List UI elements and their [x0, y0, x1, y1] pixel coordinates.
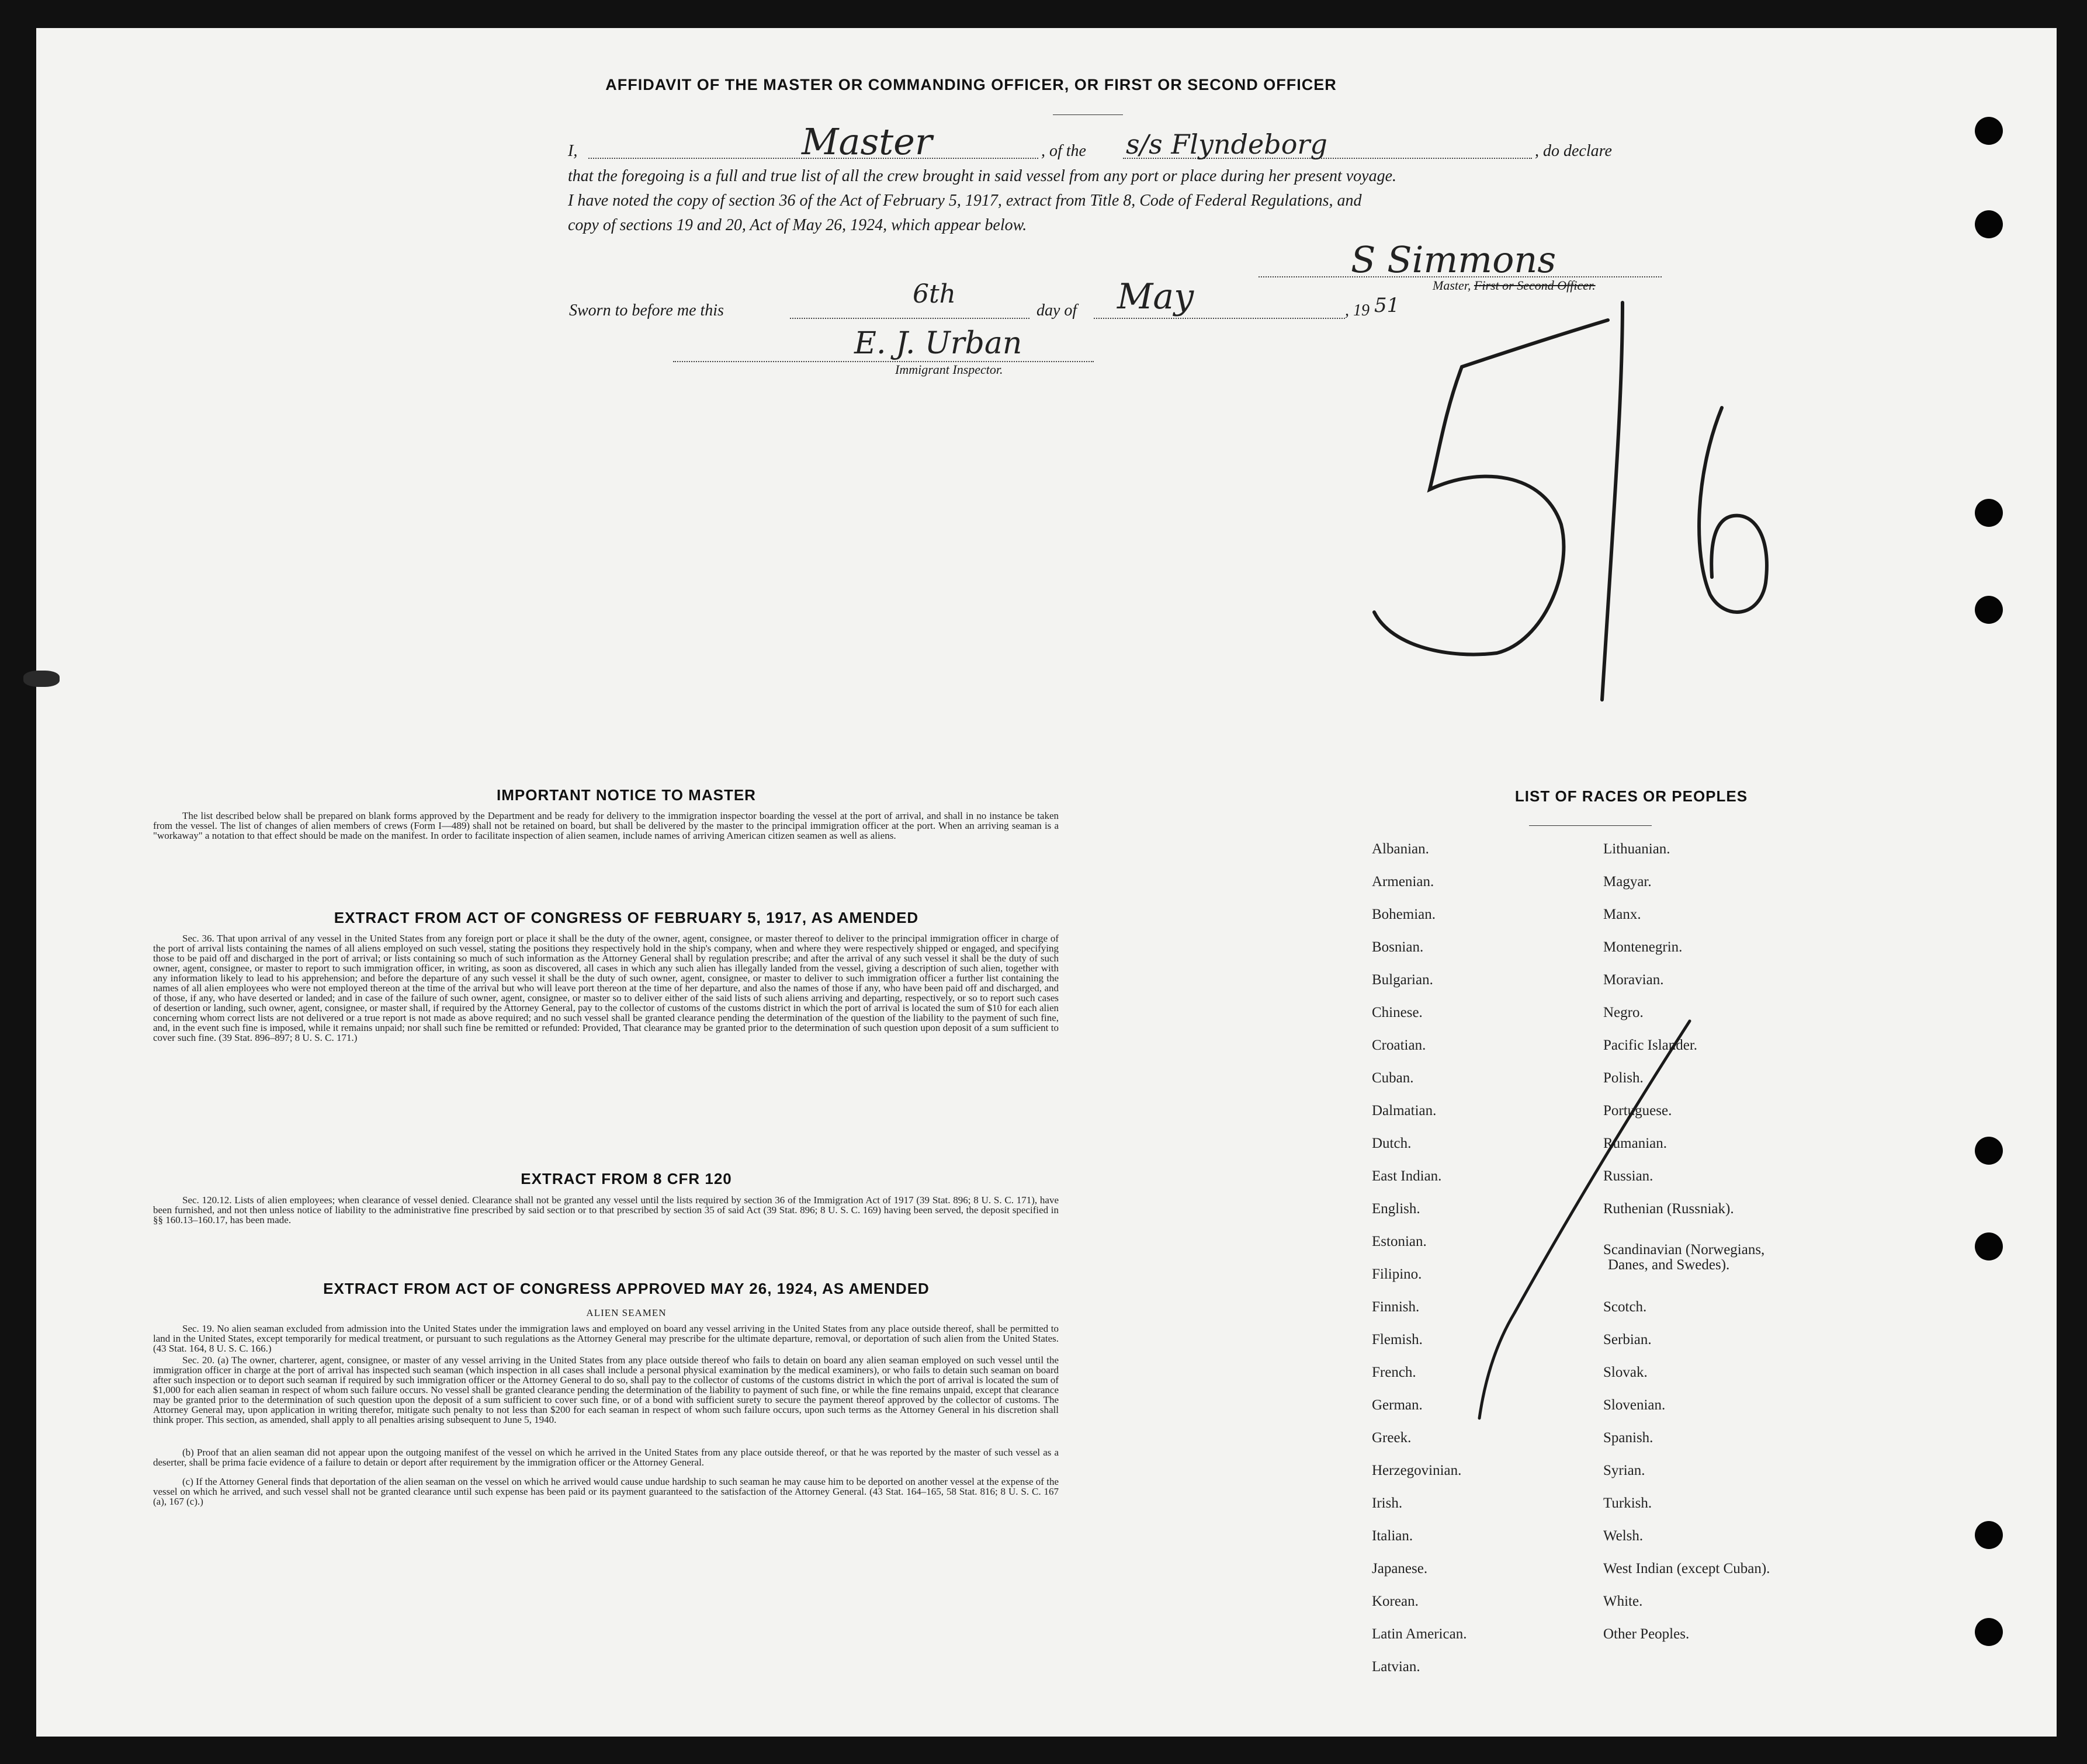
race-left-8: Dalmatian.	[1372, 1103, 1437, 1119]
affidavit-title: AFFIDAVIT OF THE MASTER OR COMMANDING OFFICER, OR FIRST OR SECOND OFFICER	[605, 76, 1337, 93]
notice-body: The list described below shall be prepared on blank forms approved by the Department and be ready for delivery to the immigration inspector boarding the vessel at the port of arrival, and shall in no instance be taken from the vessel. The list of changes of alien members of crews (Form I—489) shall not be retained on board, but shall be delivered by the master to the principal immigration officer at the port. When an arriving seaman is a "workaway" a notation to that effect should be made on the manifest. In order to facilitate inspection of alien seamen, include names of arriving American citizen seamen as well as aliens.	[153, 810, 1059, 841]
title-rule	[1053, 114, 1123, 115]
notice-title: IMPORTANT NOTICE TO MASTER	[497, 786, 756, 804]
race-right-17: Slovenian.	[1603, 1397, 1666, 1413]
race-left-7: Cuban.	[1372, 1070, 1414, 1086]
punch-hole	[1975, 210, 2003, 238]
race-right-19: Syrian.	[1603, 1463, 1645, 1478]
race-left-1: Armenian.	[1372, 874, 1434, 890]
race-left-3: Bosnian.	[1372, 939, 1424, 955]
race-left-19: Herzegovinian.	[1372, 1463, 1462, 1478]
race-left-18: Greek.	[1372, 1430, 1412, 1446]
race-right-4: Moravian.	[1603, 972, 1664, 988]
signature-line	[1259, 276, 1662, 277]
extract1-body: Sec. 36. That upon arrival of any vessel in the United States from any foreign port or place it shall be the duty of the owner, agent, consignee, or master thereof to deliver to the principal immigration officer in charge of the port of arrival lists containing the names of all aliens employed on such vessel, stating the positions they respectively hold in the ship's company, when and where they were respectively shipped or engaged, and specifying those to be paid off and discharged in the port of arrival; or lists containing so much of such information as the Attorney General shall by regulation prescribe; and after the arrival of any such vessel it shall be the duty of such owner, agent, consignee, or master to report to such immigration officer, in writing, as soon as discovered, all cases in which any such alien has illegally landed from the vessel, giving a description of such alien, together with any information likely to lead to his apprehension; and before the departure of any such vessel it shall be the duty of such owner, agent, consignee, or master to deliver to such immigration officer a further list containing the names of all alien employees who were not employed thereon at the time of the arrival but who will leave port thereon at the time of her departure, and also the names of those if any, who have been paid off and discharged, and of those, if any, who have deserted or landed; and in case of the failure of such owner, agent, consignee, or master so to deliver either of the said lists of such aliens arriving and departing, respectively, or so to report such cases of desertion or landing, such owner, agent, consignee, or master shall, if required by the Attorney General, pay to the collector of customs of the customs district in which the port of arrival is located the sum of $10 for each alien concerning whom correct lists are not delivered or a true report is not made as above required; and no such vessel shall be granted clearance pending the determination of the question of the liability to the payment of such fine, and, in the event such fine is imposed, while it remains unpaid; nor shall such fine be remitted or refunded: Provided, That clearance may be granted prior to the determination of such question upon deposit of a sum sufficient to cover such fine. (39 Stat. 896–897; 8 U. S. C. 171.)	[153, 933, 1059, 1043]
affidavit-line-4: copy of sections 19 and 20, Act of May 26, 1924, which appear below.	[568, 216, 1027, 234]
race-right-2: Manx.	[1603, 907, 1641, 922]
race-left-17: German.	[1372, 1397, 1423, 1413]
punch-hole	[1975, 1521, 2003, 1549]
punch-hole	[1975, 1618, 2003, 1646]
race-right-16: Slovak.	[1603, 1364, 1648, 1380]
race-left-10: East Indian.	[1372, 1168, 1442, 1184]
race-right-0: Lithuanian.	[1603, 841, 1670, 857]
sworn-label: Sworn to before me this	[569, 301, 724, 320]
punch-hole	[1975, 596, 2003, 624]
race-left-13: Filipino.	[1372, 1266, 1422, 1282]
handwritten-rank: Master	[802, 120, 932, 163]
handwritten-vessel: s/s Flyndeborg	[1126, 129, 1327, 160]
extract3-subtitle: ALIEN SEAMEN	[586, 1307, 667, 1318]
race-right-7: Polish.	[1603, 1070, 1644, 1086]
race-right-11: Ruthenian (Russniak).	[1603, 1201, 1734, 1217]
race-left-14: Finnish.	[1372, 1299, 1420, 1315]
document-sheet	[36, 28, 2057, 1737]
race-left-16: French.	[1372, 1364, 1416, 1380]
margin-number-strokes	[1322, 279, 1789, 746]
edge-smudge	[23, 671, 60, 687]
race-left-5: Chinese.	[1372, 1005, 1423, 1020]
inspector-signature: E. J. Urban	[854, 326, 1022, 361]
affidavit-line-2: that the foregoing is a full and true list of all the crew brought in said vessel from any port or place during her present voyage.	[568, 167, 1397, 185]
race-right-15: Serbian.	[1603, 1332, 1652, 1348]
month-line	[1094, 318, 1345, 319]
extract3-sec20c: (c) If the Attorney General finds that deportation of the alien seaman on the vessel on which he arrived would cause undue hardship to such seaman he may cause him to be deported on another vessel at the expense of the vessel on which he arrived, and such vessel shall not be granted clearance until such expense has been paid or its payment guaranteed to the satisfaction of the Attorney General. (43 Stat. 164–165, 58 Stat. 816; 8 U. S. C. 167 (a), 167 (c).)	[153, 1476, 1059, 1507]
race-left-22: Japanese.	[1372, 1561, 1428, 1577]
race-left-9: Dutch.	[1372, 1136, 1412, 1151]
handwritten-month: May	[1117, 276, 1194, 317]
extract2-body: Sec. 120.12. Lists of alien employees; when clearance of vessel denied. Clearance shall not be granted any vessel until the lists required by section 36 of the Immigration Act of 1917 (39 Stat. 896; 8 U. S. C. 171), have been furnished, and not then unless notice of liability to the administrative fine prescribed by said section or to that prescribed by section 35 of said Act (39 Stat. 896; 8 U. S. C. 169) having been served, the deposit specified in §§ 160.13–160.17, has been made.	[153, 1194, 1059, 1225]
race-left-12: Estonian.	[1372, 1234, 1427, 1249]
race-right-20: Turkish.	[1603, 1495, 1652, 1511]
affidavit-i: I,	[568, 142, 578, 160]
race-left-6: Croatian.	[1372, 1037, 1426, 1053]
officer-caption-struck: First or Second Officer.	[1474, 278, 1596, 293]
affidavit-do-declare: , do declare	[1535, 142, 1612, 160]
race-right-18: Spanish.	[1603, 1430, 1653, 1446]
diagonal-pen-stroke	[1444, 986, 1736, 1453]
extract2-title: EXTRACT FROM 8 CFR 120	[521, 1170, 732, 1187]
extract3-title: EXTRACT FROM ACT OF CONGRESS APPROVED MAY 26, 1924, AS AMENDED	[323, 1280, 930, 1297]
race-right-23: White.	[1603, 1593, 1643, 1609]
race-left-23: Korean.	[1372, 1593, 1419, 1609]
race-right-13: Danes, and Swedes).	[1608, 1257, 1730, 1273]
extract3-sec20a: Sec. 20. (a) The owner, charterer, agent, consignee, or master of any vessel arriving in the United States from any place outside thereof who fails to detain on board any alien seaman employed on such vessel until the immigration officer in charge at the port of arrival has inspected such seaman (which inspection in all cases shall include a personal physical examination by the medical examiners), or who fails to detain such seaman on board after such inspection or to deport such seaman if required by such immigration officer or the Attorney General to do so, shall pay to the collector of customs of the customs district in which the port of arrival is located the sum of $1,000 for each alien seaman in respect of whom such failure occurs. No vessel shall be granted clearance pending the determination of the liability to payment of such fine, or while the fine remains unpaid, except that clearance may be granted prior to the determination of such question upon the deposit of a sum sufficient to cover such fine, or of a bond with sufficient surety to secure the payment thereof approved by the collector of customs. The Attorney General may, upon application in writing therefor, mitigate such penalty to not less than $200 for each seaman in respect of whom such failure occurs, upon such terms as the Attorney General in his discretion shall think proper. This section, as amended, shall apply to all penalties arising subsequent to June 5, 1940.	[153, 1355, 1059, 1425]
race-left-15: Flemish.	[1372, 1332, 1423, 1348]
race-right-24: Other Peoples.	[1603, 1626, 1690, 1642]
race-left-11: English.	[1372, 1201, 1420, 1217]
race-right-8: Portuguese.	[1603, 1103, 1672, 1119]
races-rule	[1529, 825, 1652, 826]
year-prefix: , 19	[1345, 301, 1370, 320]
race-left-2: Bohemian.	[1372, 907, 1436, 922]
affidavit-line-3: I have noted the copy of section 36 of the Act of February 5, 1917, extract from Title 8, Code of Federal Regulations, and	[568, 192, 1362, 210]
day-line	[790, 318, 1029, 319]
day-of-label: day of	[1036, 301, 1077, 320]
race-left-25: Latvian.	[1372, 1659, 1420, 1675]
inspector-line	[673, 361, 1094, 362]
master-caption-label: Master,	[1433, 278, 1471, 293]
race-right-6: Pacific Islander.	[1603, 1037, 1698, 1053]
race-right-9: Rumanian.	[1603, 1136, 1667, 1151]
extract3-sec20b: (b) Proof that an alien seaman did not appear upon the outgoing manifest of the vessel on which he arrived in the United States from any place outside thereof, or that he was reported by the master of such vessel as a deserter, shall be prima facie evidence of a failure to detain or deport after requirement by the immigration officer or the Attorney General.	[153, 1447, 1059, 1468]
handwritten-day: 6th	[913, 279, 956, 309]
race-left-20: Irish.	[1372, 1495, 1403, 1511]
affidavit-of-the: , of the	[1041, 142, 1086, 160]
extract1-title: EXTRACT FROM ACT OF CONGRESS OF FEBRUARY 5, 1917, AS AMENDED	[334, 909, 919, 926]
race-right-12: Scandinavian (Norwegians,	[1603, 1242, 1765, 1258]
race-right-22: West Indian (except Cuban).	[1603, 1561, 1770, 1577]
race-right-3: Montenegrin.	[1603, 939, 1683, 955]
race-left-24: Latin American.	[1372, 1626, 1467, 1642]
race-left-21: Italian.	[1372, 1528, 1413, 1544]
race-right-1: Magyar.	[1603, 874, 1652, 890]
punch-hole	[1975, 1232, 2003, 1261]
handwritten-year: 51	[1374, 294, 1400, 317]
races-title: LIST OF RACES OR PEOPLES	[1514, 787, 1748, 805]
race-right-10: Russian.	[1603, 1168, 1653, 1184]
race-right-5: Negro.	[1603, 1005, 1644, 1020]
punch-hole	[1975, 1137, 2003, 1165]
race-right-14: Scotch.	[1603, 1299, 1647, 1315]
race-left-4: Bulgarian.	[1372, 972, 1433, 988]
race-right-21: Welsh.	[1603, 1528, 1644, 1544]
punch-hole	[1975, 499, 2003, 527]
extract3-sec19: Sec. 19. No alien seaman excluded from admission into the United States under the immigration laws and employed on board any vessel arriving in the United States from any place outside thereof, shall be permitted to land in the United States, except temporarily for medical treatment, or pursuant to such regulations as the Attorney General may prescribe for the ultimate departure, removal, or deportation of such alien from the United States. (43 Stat. 164, 8 U. S. C. 166.)	[153, 1323, 1059, 1354]
inspector-caption: Immigrant Inspector.	[895, 362, 1003, 377]
punch-hole	[1975, 117, 2003, 145]
race-left-0: Albanian.	[1372, 841, 1429, 857]
master-signature: S Simmons	[1351, 238, 1556, 281]
